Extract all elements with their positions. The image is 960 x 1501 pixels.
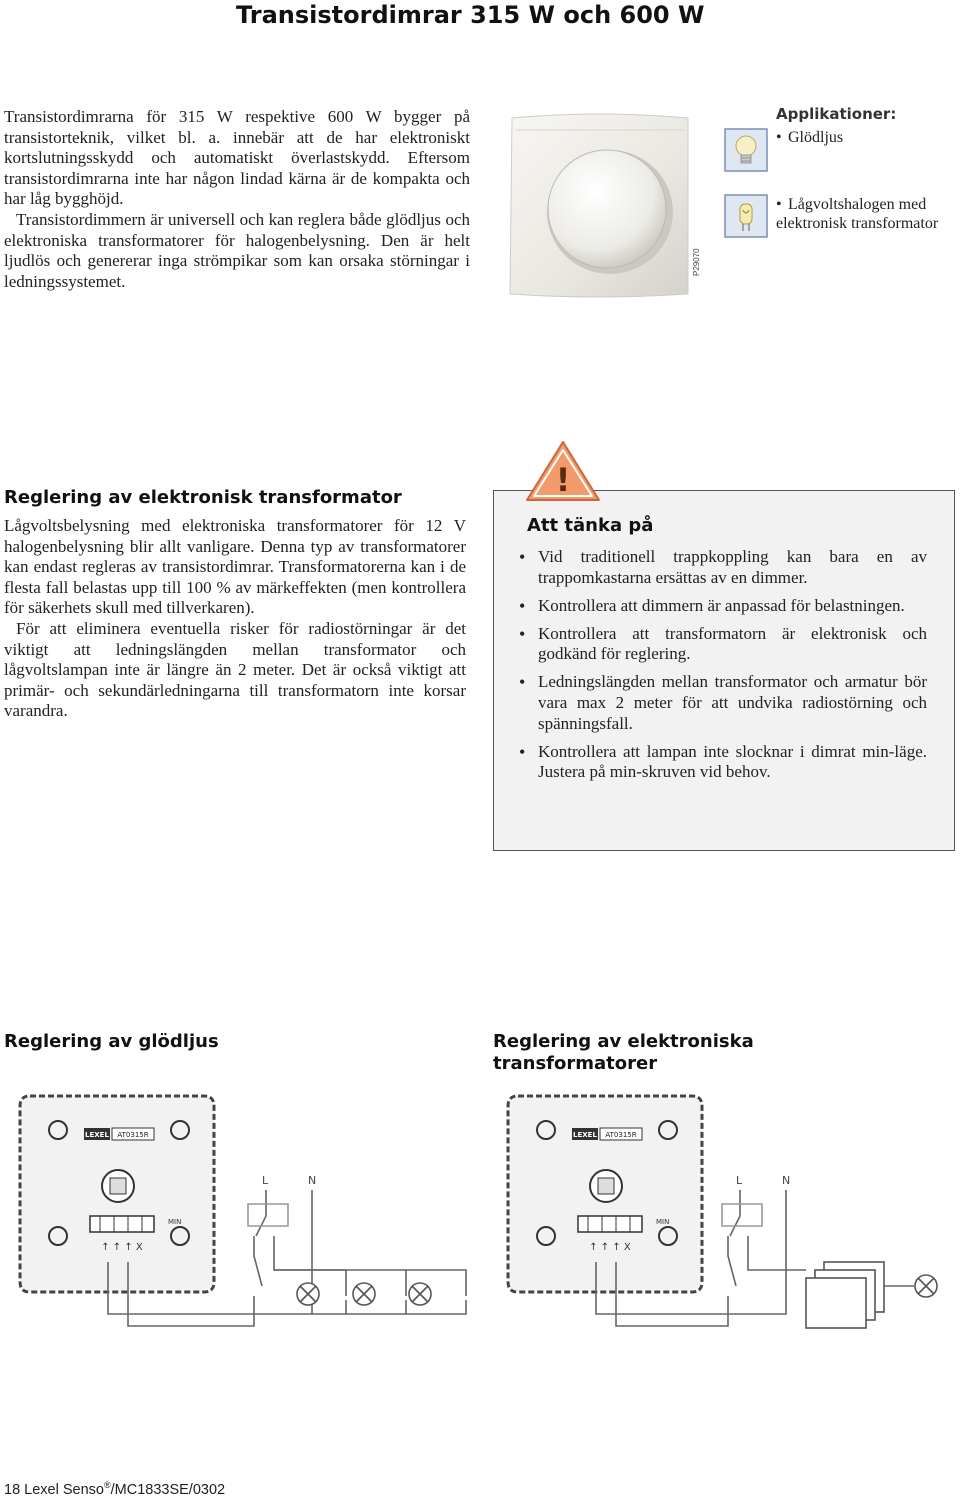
model-label: AT0315R xyxy=(117,1131,149,1139)
neutral-label: N xyxy=(308,1174,317,1187)
application-label: Lågvoltshalogen med elektronisk transformator xyxy=(776,196,939,232)
list-item: • Vid traditionell trappkoppling kan bara en av trappomkastarna ersättas av en dimmer. xyxy=(519,547,927,588)
brand-label: LEXEL xyxy=(573,1131,597,1139)
diagram-title-transformers: Reglering av elektroniska transformatorer xyxy=(493,1031,754,1074)
intro-paragraph-2: Transistordimmern är universell och kan reglera både glödljus och elektroniska transformatorer för halogenbelysning. Den är helt ljudlös och genererar inga strömpikar som kan orsaka störningar i ledningssystemet. xyxy=(4,209,470,291)
section-heading: Reglering av elektronisk transformator xyxy=(4,487,402,508)
application-label: Glödljus xyxy=(788,129,844,146)
registered-mark: ® xyxy=(103,1480,111,1490)
dimmer-module xyxy=(508,1096,702,1292)
neutral-label: N xyxy=(782,1174,791,1187)
section-paragraph-2: För att eliminera eventuella risker för radiostörningar är det viktigt att ledningslängden mellan transformator och lågvoltslampan inte är längre än 2 meter. Det är också viktigt att primär- och sekundärledningarna till transformatorn inte korsar varandra. xyxy=(4,618,466,721)
section-body xyxy=(4,516,466,722)
page-number: 18 xyxy=(4,1481,21,1498)
list-item: • Ledningslängden mellan transformator och armatur bör vara max 2 meter för att undvika radiostörning och spänningsfall. xyxy=(519,672,927,734)
photo-code: P29070 xyxy=(692,248,701,276)
dimmer-module xyxy=(20,1096,214,1292)
wiring-diagram-incandescent xyxy=(18,1086,478,1342)
footer-brand: Lexel Senso xyxy=(24,1481,104,1498)
list-item: • Kontrollera att lampan inte slocknar i dimrat min-läge. Justera på min-skruven vid behov. xyxy=(519,742,927,783)
transformers xyxy=(806,1262,884,1328)
brand-label: LEXEL xyxy=(85,1131,109,1139)
lamp xyxy=(915,1275,937,1297)
light-bulb-icon xyxy=(724,128,768,172)
application-item-halogen: • Lågvoltshalogen med elektronisk transformator xyxy=(776,196,939,232)
live-label: L xyxy=(262,1174,269,1187)
tip-heading: Att tänka på xyxy=(527,515,654,536)
lamps xyxy=(297,1283,431,1305)
list-item: • Kontrollera att transformatorn är elektronisk och godkänd för reglering. xyxy=(519,624,927,665)
warning-symbol: ! xyxy=(555,461,571,499)
halogen-lamp-icon xyxy=(724,194,768,238)
application-item-incandescent: • Glödljus xyxy=(776,129,844,146)
tip-list xyxy=(519,547,927,790)
intro-paragraph-1: Transistordimrarna för 315 W respektive 600 W bygger på transistorteknik, vilket bl. a. innebär att de har elektroniskt kortslutningsskydd och automatiskt överlastskydd. Eftersom transistordimrarna inte har någon lindad kärna är de kompakta och har låg bygghöjd. xyxy=(4,107,470,209)
page-title: Transistordimrar 315 W och 600 W xyxy=(236,1,705,29)
section-paragraph-1: Lågvoltsbelysning med elektroniska transformatorer för 12 V halogenbelysning blir allt vanligare. Denna typ av transformatorer kan endast regleras av transistordimrar. Transformatorerna kan i de flesta fall belastas upp till 100 % av märkeffekten (men kontrollera för säkerhets skull med tillverkaren). xyxy=(4,516,466,618)
transformer-box xyxy=(806,1278,866,1328)
diagram-title-incandescent: Reglering av glödljus xyxy=(4,1031,219,1052)
min-label: MIN xyxy=(656,1218,670,1226)
applications-heading: Applikationer: xyxy=(776,105,897,123)
live-label: L xyxy=(736,1174,743,1187)
warning-icon xyxy=(524,438,602,504)
list-item: • Kontrollera att dimmern är anpassad för belastningen. xyxy=(519,596,927,617)
min-label: MIN xyxy=(168,1218,182,1226)
dimmer-photo xyxy=(506,110,692,300)
svg-text:↑ ↑ ↑ X: ↑ ↑ ↑ X xyxy=(101,1242,143,1253)
wiring-diagram-transformers xyxy=(506,1086,946,1342)
svg-text:↑ ↑ ↑ X: ↑ ↑ ↑ X xyxy=(589,1242,631,1253)
document-code: /MC1833SE/0302 xyxy=(110,1481,226,1498)
model-label: AT0315R xyxy=(605,1131,637,1139)
intro-text xyxy=(4,107,470,292)
page-footer xyxy=(4,1480,225,1498)
